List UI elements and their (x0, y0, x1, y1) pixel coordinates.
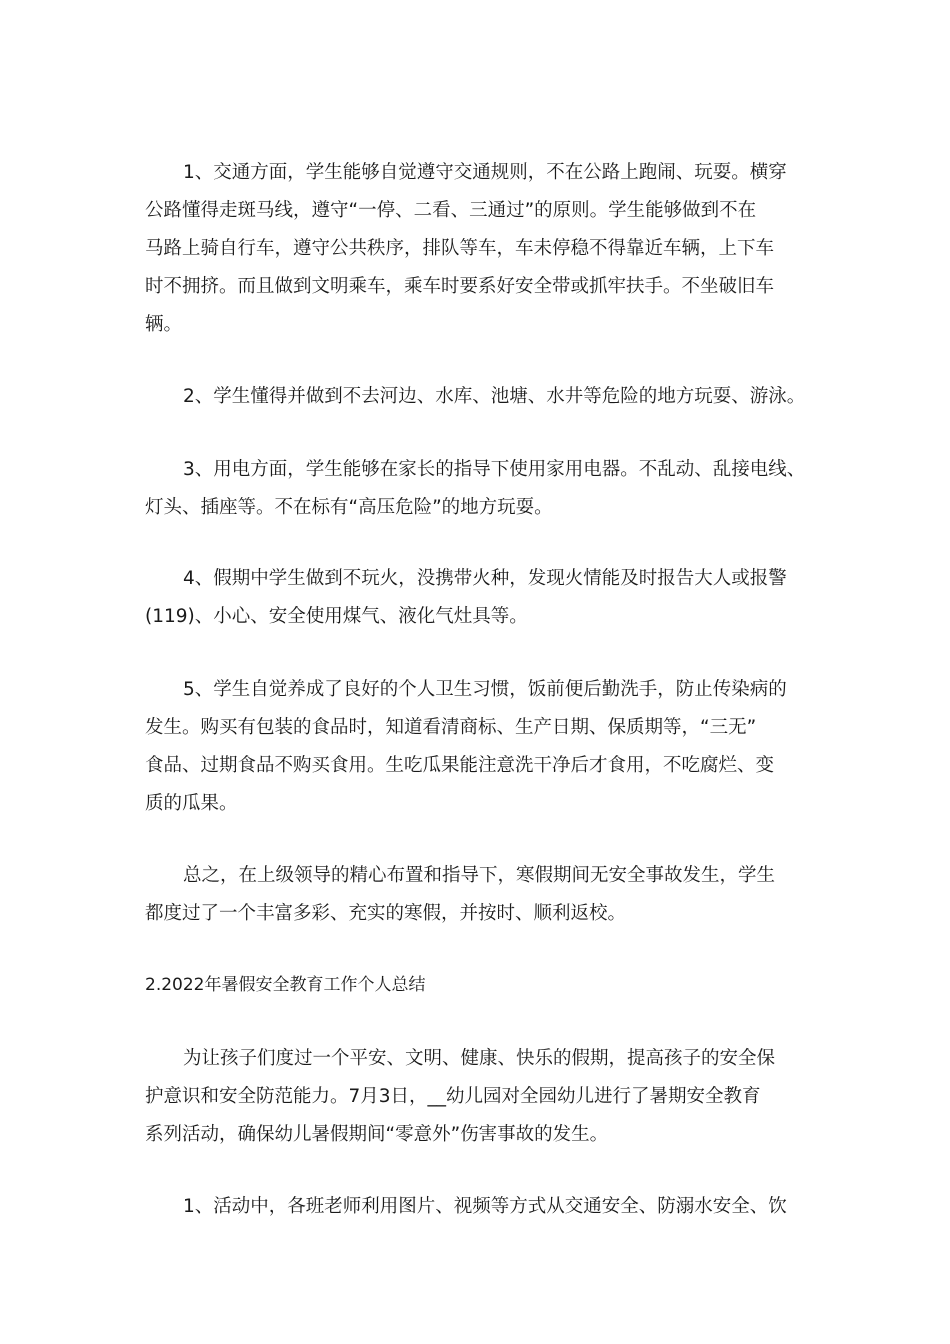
text-line: 2、学生懂得并做到不去河边、水库、池塘、水井等危险的地方玩耍、游泳。 (183, 386, 806, 407)
section-heading: 2.2022年暑假安全教育工作个人总结 (145, 975, 426, 995)
paragraph-traffic-safety (145, 154, 835, 344)
text-line: 食品、过期食品不购买食用。生吃瓜果能注意洗干净后才食用，不吃腐烂、变 (145, 755, 775, 776)
text-line: 为让孩子们度过一个平安、文明、健康、快乐的假期，提高孩子的安全保 (183, 1048, 776, 1069)
text-line: 质的瓜果。 (145, 793, 238, 814)
text-line: 1、交通方面，学生能够自觉遵守交通规则，不在公路上跑闹、玩耍。横穿 (183, 162, 787, 183)
text-line: 3、用电方面，学生能够在家长的指导下使用家用电器。不乱动、乱接电线、 (183, 459, 806, 480)
paragraph-electric-safety (145, 451, 835, 527)
text-line: (119)、小心、安全使用煤气、液化气灶具等。 (145, 606, 528, 627)
text-line: 总之，在上级领导的精心布置和指导下，寒假期间无安全事故发生，学生 (183, 865, 776, 886)
paragraph-summer-intro (145, 1040, 835, 1154)
text-line: 发生。购买有包装的食品时，知道看清商标、生产日期、保质期等，“三无” (145, 717, 757, 738)
text-line: 灯头、插座等。不在标有“高压危险”的地方玩耍。 (145, 497, 553, 518)
paragraph-conclusion (145, 857, 835, 933)
text-line: 马路上骑自行车，遵守公共秩序，排队等车，车未停稳不得靠近车辆，上下车 (145, 238, 775, 259)
text-line: 1、活动中，各班老师利用图片、视频等方式从交通安全、防溺水安全、饮 (183, 1196, 787, 1217)
text-line: 4、假期中学生做到不玩火，没携带火种，发现火情能及时报告大人或报警 (183, 568, 787, 589)
text-line: 辆。 (145, 314, 183, 335)
text-line: 护意识和安全防范能力。7月3日，__幼儿园对全园幼儿进行了暑期安全教育 (145, 1086, 761, 1107)
paragraph-water-safety (145, 378, 835, 416)
text-line: 时不拥挤。而且做到文明乘车，乘车时要系好安全带或抓牢扶手。不坐破旧车 (145, 276, 775, 297)
paragraph-hygiene (145, 671, 835, 823)
paragraph-fire-safety (145, 560, 835, 636)
text-line: 都度过了一个丰富多彩、充实的寒假，并按时、顺利返校。 (145, 903, 627, 924)
paragraph-summer-activity (145, 1188, 835, 1226)
text-line: 公路懂得走斑马线，遵守“一停、二看、三通过”的原则。学生能够做到不在 (145, 200, 757, 221)
text-line: 系列活动，确保幼儿暑假期间“零意外”伤害事故的发生。 (145, 1124, 609, 1145)
text-line: 5、学生自觉养成了良好的个人卫生习惯，饭前便后勤洗手，防止传染病的 (183, 679, 787, 700)
